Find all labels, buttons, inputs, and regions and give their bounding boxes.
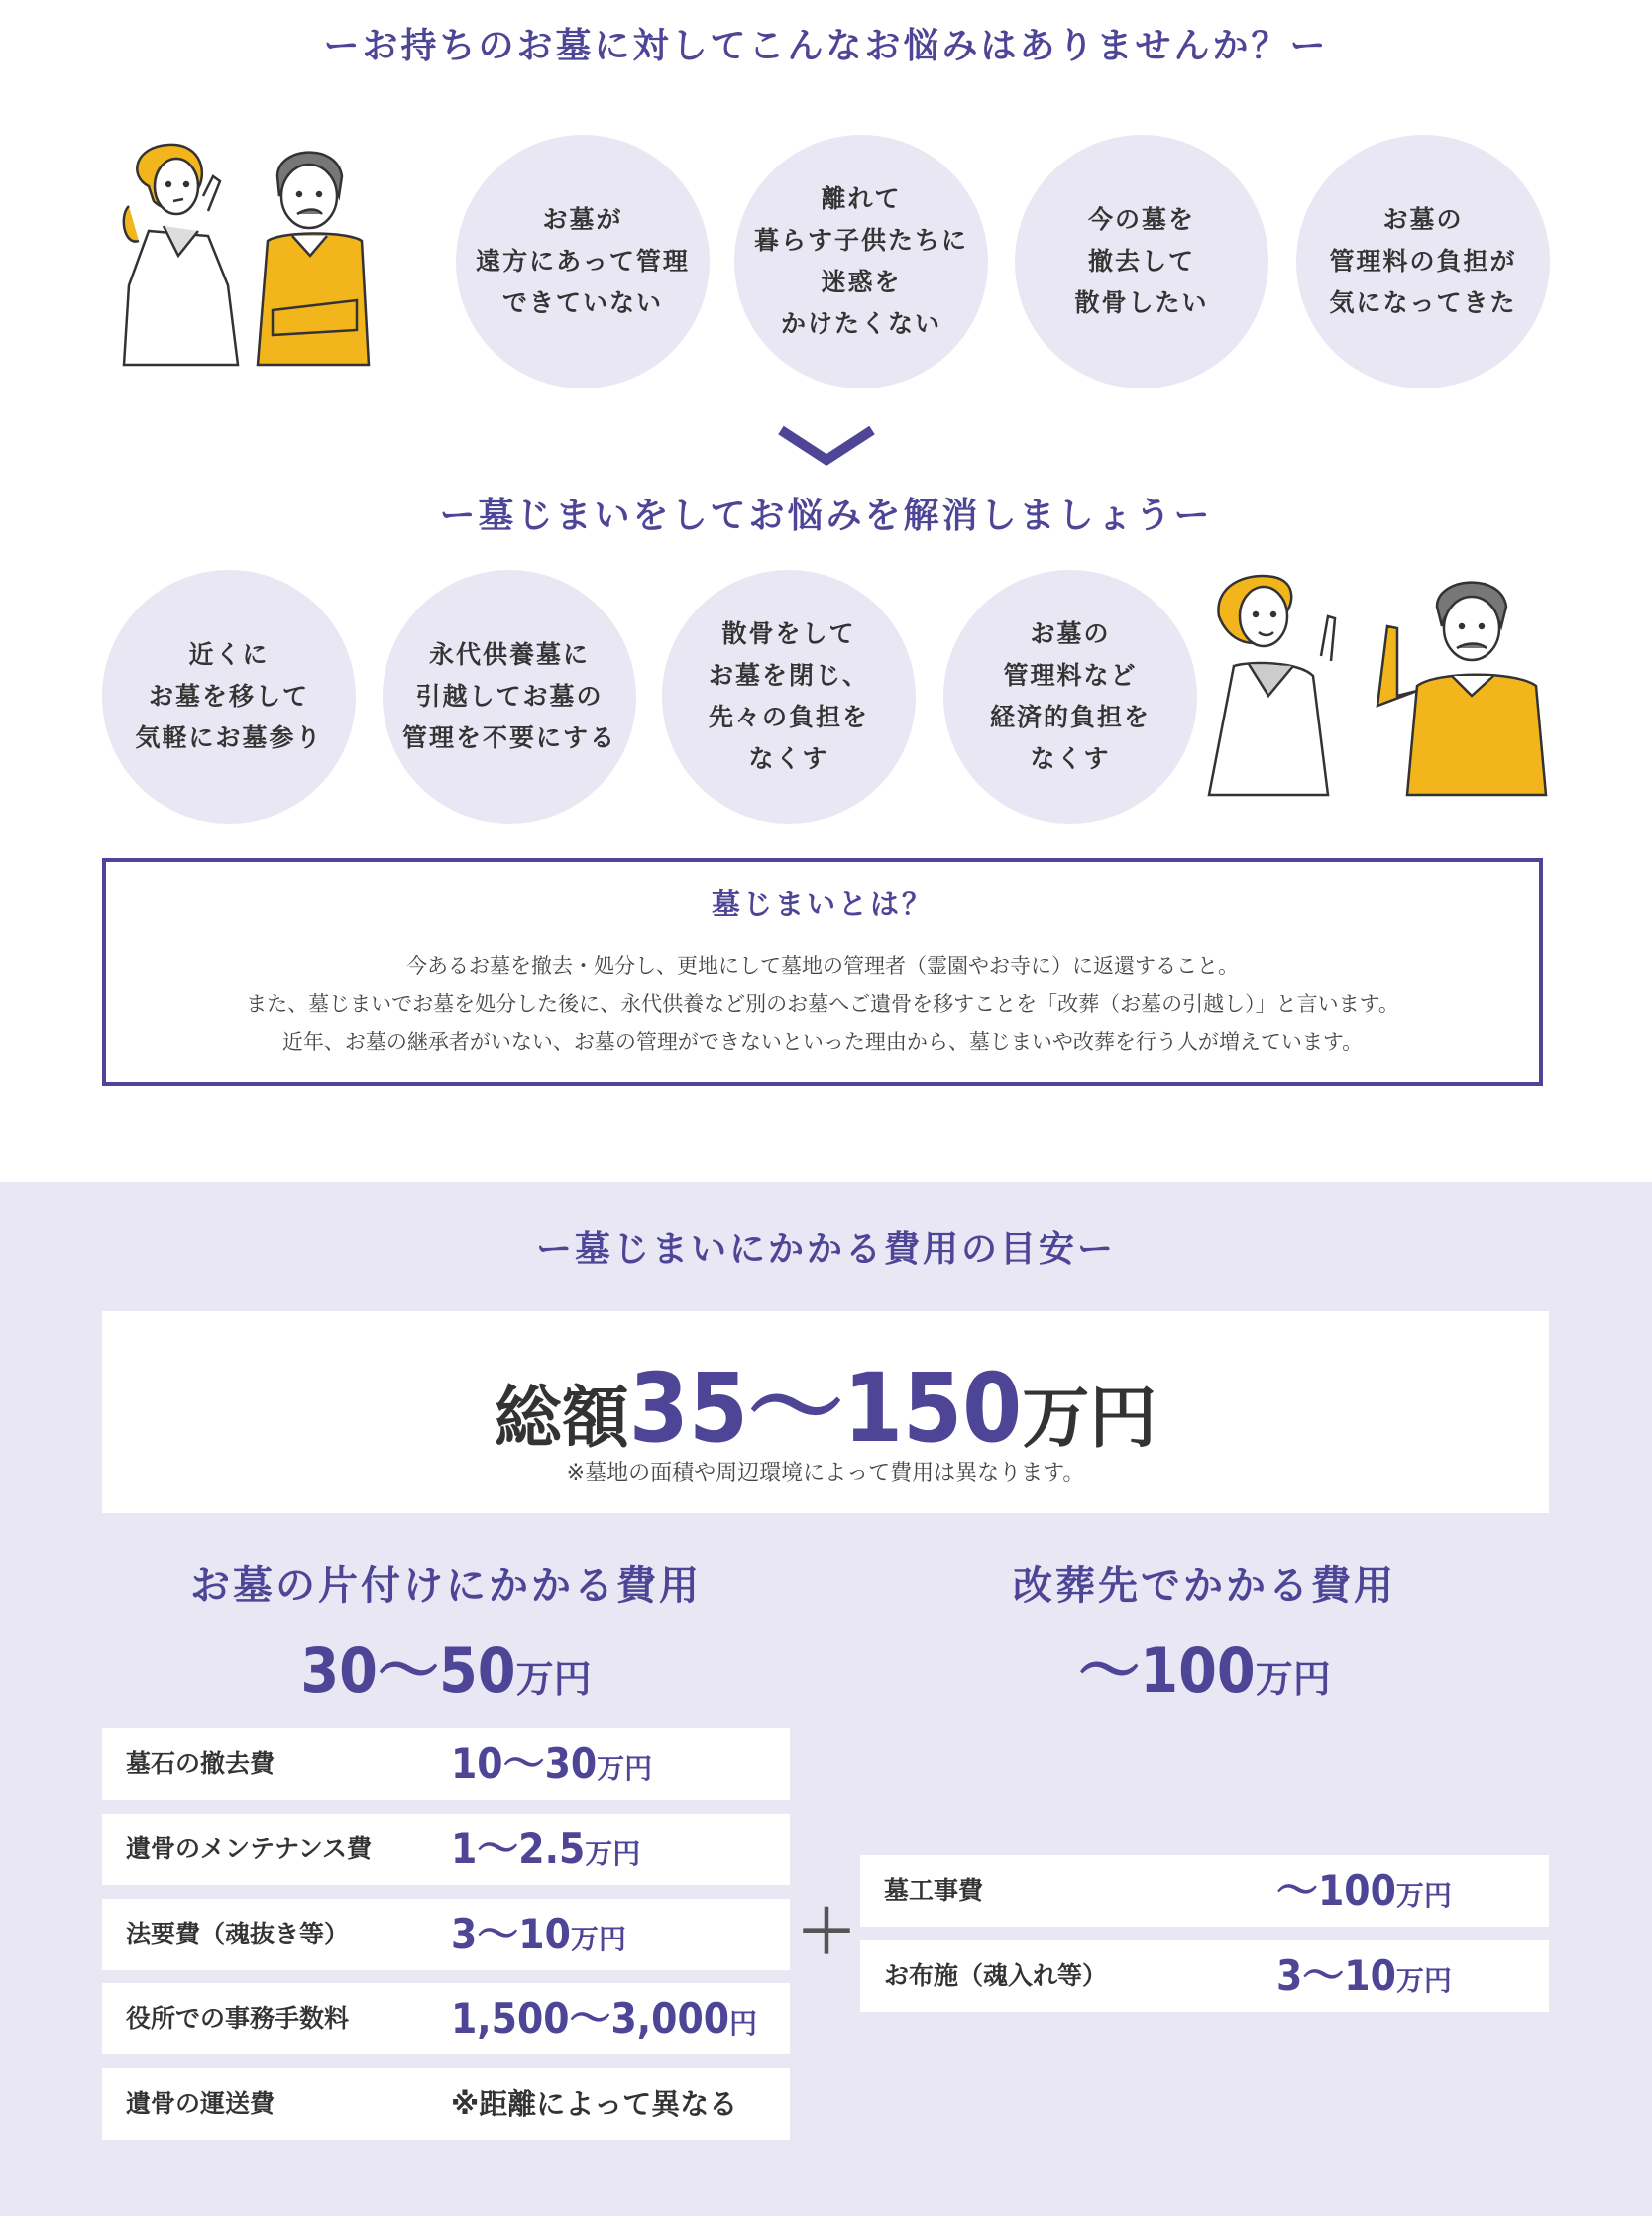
definition-line: 近年、お墓の継承者がいない、お墓の管理ができないといった理由から、墓じまいや改葬を行う人が増えています。 — [281, 1030, 1364, 1053]
right-cost-title: 改葬先でかかる費用 — [1013, 1563, 1396, 1608]
chevron-down-icon — [775, 424, 878, 468]
cost-row-label: 役所での事務手数料 — [126, 2004, 350, 2033]
worry-text: お墓の 管理料の負担が 気になってきた — [1329, 205, 1517, 317]
solution-circle-2 — [383, 570, 636, 824]
solution-text: 散骨をして お墓を閉じ、 先々の負担を なくす — [708, 619, 869, 773]
definition-line: また、墓じまいでお墓を処分した後に、永代供養など別のお墓へご遺骨を移すことを「改葬（お墓の引越し）」と言います。 — [246, 992, 1399, 1016]
cost-row-label: 墓工事費 — [884, 1876, 984, 1905]
woman-pointing-icon — [1209, 576, 1335, 795]
cost-row — [102, 1899, 790, 1970]
value-unit: 万円 — [570, 1923, 626, 1955]
total-note: ※墓地の面積や周辺環境によって費用は異なります。 — [566, 1461, 1085, 1486]
definition-line: 今あるお墓を撤去・処分し、更地にして墓地の管理者（霊園やお寺に）に返還すること。 — [406, 954, 1239, 978]
total-value: 35～150 — [628, 1353, 1023, 1464]
value-unit: 円 — [729, 2007, 758, 2040]
solution-text: お墓の 管理料など 経済的負担を なくす — [989, 619, 1151, 773]
cost-heading: ー墓じまいにかかる費用の目安ー — [535, 1229, 1116, 1270]
man-arms-crossed-icon — [258, 153, 369, 365]
solution-text: 永代供養墓に 引越してお墓の 管理を不要にする — [401, 640, 616, 752]
total-cost-line — [102, 1333, 1549, 1469]
woman-thinking-icon — [124, 145, 238, 365]
cost-row-label: 遺骨の運送費 — [126, 2089, 275, 2118]
worry-text: 離れて 暮らす子供たちに 迷惑を かけたくない — [753, 184, 968, 338]
solution-heading: ー墓じまいをしてお悩みを解消しましょうー — [439, 496, 1213, 536]
left-cost-total — [102, 1621, 790, 1710]
left-cost-value: 30～50 — [300, 1634, 516, 1707]
value-number: ～100 — [1276, 1866, 1396, 1915]
cost-row-label: 法要費（魂抜き等） — [126, 1920, 350, 1948]
definition-text — [106, 947, 1539, 1060]
cost-row-value — [1276, 1855, 1452, 1936]
cost-row — [102, 1983, 790, 2054]
value-number: 10～30 — [451, 1739, 598, 1788]
happy-couple-illustration — [1204, 567, 1551, 800]
cost-row-label: お布施（魂入れ等） — [884, 1961, 1108, 1990]
worry-circle-2 — [734, 135, 988, 388]
cost-row-value — [451, 1814, 640, 1894]
value-unit: 万円 — [1395, 1879, 1452, 1912]
total-unit: 万円 — [1022, 1380, 1157, 1458]
left-cost-unit: 万円 — [515, 1657, 592, 1701]
value-number: 3～10 — [451, 1910, 571, 1958]
plus-icon: ＋ — [797, 1898, 856, 1967]
cost-row — [860, 1855, 1549, 1927]
value-note: ※距離によって異なる — [451, 2087, 738, 2121]
worried-couple-illustration — [109, 137, 396, 380]
left-cost-title: お墓の片付けにかかる費用 — [190, 1563, 702, 1608]
cost-row-value — [451, 2068, 737, 2145]
right-cost-value: ～100 — [1078, 1634, 1256, 1707]
cost-row-label: 墓石の撤去費 — [126, 1749, 275, 1778]
cost-row-value — [1276, 1940, 1452, 2021]
definition-title: 墓じまいとは？ — [711, 887, 934, 921]
total-cost-box — [102, 1311, 1549, 1513]
definition-box — [102, 858, 1543, 1086]
worry-circle-1 — [456, 135, 710, 388]
total-prefix: 総額 — [494, 1380, 629, 1458]
cost-row-label: 遺骨のメンテナンス費 — [126, 1834, 373, 1863]
right-cost-unit: 万円 — [1255, 1657, 1331, 1701]
value-unit: 万円 — [1395, 1964, 1452, 1997]
worry-text: 今の墓を 撤去して 散骨したい — [1074, 205, 1209, 317]
worry-circle-3 — [1015, 135, 1268, 388]
cost-row — [102, 1814, 790, 1885]
worry-text: お墓が 遠方にあって管理 できていない — [476, 205, 690, 317]
value-number: 3～10 — [1276, 1951, 1396, 2000]
value-number: 1～2.5 — [451, 1825, 586, 1873]
cost-row-value — [451, 1899, 626, 1979]
man-pointing-icon — [1377, 583, 1546, 795]
solution-circle-1 — [102, 570, 356, 824]
cost-row — [102, 1728, 790, 1800]
cost-row-value — [451, 1983, 757, 2063]
cost-row — [860, 1940, 1549, 2012]
worries-heading: ーお持ちのお墓に対してこんなお悩みはありませんか？ー — [323, 26, 1329, 66]
solution-circle-4 — [943, 570, 1197, 824]
value-number: 1,500～3,000 — [451, 1994, 730, 2043]
worry-circle-4 — [1296, 135, 1550, 388]
cost-row-value — [451, 1728, 652, 1809]
solution-text: 近くに お墓を移して 気軽にお墓参り — [135, 640, 323, 752]
value-unit: 万円 — [585, 1837, 641, 1870]
right-cost-total — [860, 1621, 1549, 1710]
cost-row — [102, 2068, 790, 2140]
solution-circle-3 — [662, 570, 916, 824]
value-unit: 万円 — [597, 1752, 653, 1785]
